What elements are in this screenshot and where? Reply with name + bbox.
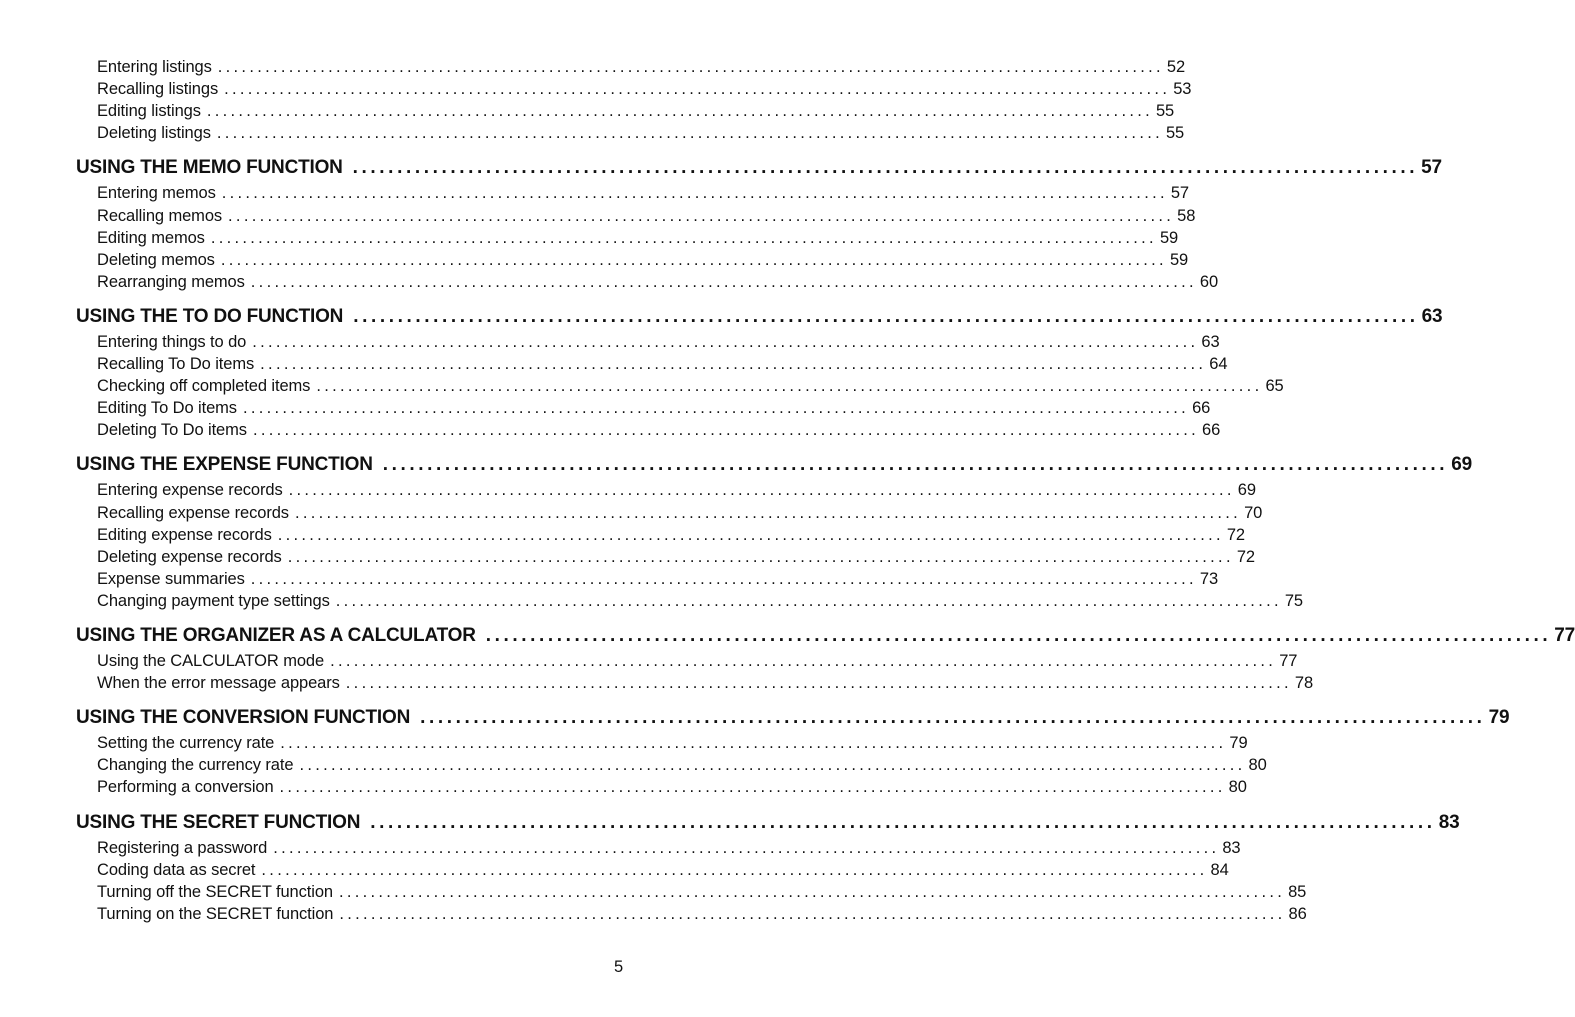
dot-leader: ........................................................................................................................: [339, 904, 1286, 923]
dot-leader: ........................................................................................................................: [352, 157, 1419, 179]
toc-entry: [97, 272, 1219, 292]
dot-leader: ........................................................................................................................: [210, 228, 1157, 247]
page-ref: 72: [1236, 547, 1255, 566]
dot-leader: ........................................................................................................................: [280, 734, 1227, 753]
dot-leader: ........................................................................................................................: [220, 250, 1167, 269]
page-ref: 64: [1209, 355, 1228, 373]
dot-leader: ........................................................................................................................: [370, 811, 1436, 833]
page-ref: 52: [1166, 58, 1186, 76]
dot-leader: ........................................................................................................................: [252, 332, 1199, 351]
dot-leader: ........................................................................................................................: [242, 399, 1190, 418]
toc-entry: [97, 250, 1189, 270]
toc-entry: [97, 860, 1229, 880]
entry-label: Entering things to do: [97, 332, 247, 351]
entry-label: Deleting listings: [97, 124, 211, 143]
entry-label: Using the CALCULATOR mode: [97, 652, 325, 670]
dot-leader: ........................................................................................................................: [250, 569, 1197, 588]
section-title: USING THE ORGANIZER AS A CALCULATOR: [76, 625, 476, 646]
section-title: USING THE MEMO FUNCTION: [76, 157, 343, 179]
dot-leader: ........................................................................................................................: [228, 206, 1175, 225]
page-ref: 57: [1421, 157, 1442, 179]
entry-label: Expense summaries: [97, 569, 245, 588]
section-title: USING THE EXPENSE FUNCTION: [76, 454, 373, 476]
toc-entry: [97, 734, 1248, 753]
page-ref: 69: [1451, 454, 1472, 476]
entry-label: Checking off completed items: [97, 377, 311, 396]
entry-label: Rearranging memos: [97, 272, 245, 291]
page-ref: 63: [1421, 305, 1443, 327]
page-ref: 83: [1438, 811, 1460, 833]
toc-entry: [97, 591, 1303, 611]
dot-leader: ........................................................................................................................: [217, 58, 1164, 76]
entry-label: Recalling memos: [97, 206, 223, 225]
dot-leader: ........................................................................................................................: [287, 547, 1234, 566]
dot-leader: ........................................................................................................................: [485, 625, 1552, 646]
dot-leader: ........................................................................................................................: [277, 525, 1224, 544]
dot-leader: ........................................................................................................................: [288, 481, 1235, 500]
dot-leader: ........................................................................................................................: [206, 102, 1153, 121]
entry-label: Changing payment type settings: [97, 591, 330, 610]
page-ref: 77: [1279, 652, 1298, 670]
dot-leader: ........................................................................................................................: [273, 838, 1220, 857]
page-ref: 80: [1228, 778, 1247, 797]
toc-entry: [97, 481, 1256, 500]
dot-leader: ........................................................................................................................: [221, 184, 1168, 203]
page-ref: 59: [1159, 228, 1179, 247]
page-ref: 58: [1177, 206, 1196, 225]
dot-leader: ........................................................................................................................: [420, 707, 1486, 729]
dot-leader: ........................................................................................................................: [294, 503, 1242, 522]
page-ref: 55: [1165, 124, 1185, 143]
page-ref: 66: [1202, 421, 1221, 440]
page-number: 5: [614, 958, 624, 976]
dot-leader: ........................................................................................................................: [299, 756, 1246, 775]
toc-entry: [97, 421, 1221, 440]
entry-label: Entering expense records: [97, 481, 283, 500]
toc-entry: [97, 332, 1220, 352]
dot-leader: ........................................................................................................................: [224, 80, 1171, 99]
page-ref: 79: [1229, 734, 1248, 753]
toc-entry: [97, 674, 1314, 693]
toc-section-heading: [76, 305, 1443, 328]
dot-leader: ........................................................................................................................: [316, 377, 1263, 396]
dot-leader: ........................................................................................................................: [338, 882, 1286, 901]
entry-label: Recalling expense records: [97, 503, 289, 522]
toc-entry: [97, 228, 1179, 248]
page-ref: 69: [1237, 481, 1256, 500]
entry-label: Turning on the SECRET function: [97, 904, 334, 923]
page-ref: 85: [1288, 882, 1307, 901]
toc-entry: [97, 547, 1255, 567]
page-ref: 78: [1294, 674, 1314, 693]
page-ref: 70: [1244, 503, 1263, 522]
toc-entry: [97, 652, 1298, 671]
page-ref: 86: [1288, 904, 1307, 923]
page-ref: 57: [1170, 184, 1189, 203]
entry-label: When the error message appears: [97, 674, 340, 693]
page-ref: 75: [1284, 591, 1303, 610]
dot-leader: ........................................................................................................................: [261, 860, 1208, 879]
dot-leader: ........................................................................................................................: [252, 421, 1200, 440]
toc-entry: [97, 399, 1211, 418]
toc-entry: [97, 778, 1247, 797]
dot-leader: ........................................................................................................................: [279, 778, 1226, 797]
page-ref: 59: [1169, 250, 1189, 269]
toc-entry: [97, 58, 1186, 77]
entry-label: Performing a conversion: [97, 778, 274, 797]
section-title: USING THE CONVERSION FUNCTION: [76, 707, 411, 729]
toc-section-heading: [76, 454, 1472, 476]
toc-section-heading: [76, 625, 1575, 647]
toc-entry: [97, 569, 1219, 589]
toc-entry: [97, 377, 1284, 396]
dot-leader: ........................................................................................................................: [335, 591, 1282, 610]
toc-section-heading: [76, 811, 1460, 834]
page-ref: 66: [1192, 399, 1211, 418]
page-ref: 84: [1210, 860, 1229, 879]
toc-entry: [97, 355, 1228, 374]
page-ref: 79: [1488, 707, 1510, 729]
toc-entry: [97, 124, 1185, 143]
page-ref: 83: [1222, 838, 1241, 857]
entry-label: Turning off the SECRET function: [97, 882, 333, 901]
toc-entry: [97, 206, 1196, 226]
page-ref: 55: [1155, 102, 1175, 121]
dot-leader: ........................................................................................................................: [353, 305, 1419, 327]
entry-label: Deleting memos: [97, 250, 215, 269]
toc-entry: [97, 904, 1307, 924]
dot-leader: ........................................................................................................................: [330, 652, 1277, 670]
dot-leader: ........................................................................................................................: [250, 272, 1197, 291]
entry-label: Deleting expense records: [97, 547, 282, 566]
entry-label: Entering memos: [97, 184, 216, 203]
toc-section-heading: [76, 707, 1510, 729]
toc-entry: [97, 882, 1307, 902]
entry-label: Registering a password: [97, 838, 268, 857]
dot-leader: ........................................................................................................................: [382, 454, 1449, 476]
dot-leader: ........................................................................................................................: [345, 674, 1292, 693]
entry-label: Setting the currency rate: [97, 734, 275, 753]
page-ref: 65: [1265, 377, 1284, 396]
toc-entry: [97, 838, 1241, 858]
entry-label: Entering listings: [97, 58, 212, 76]
page-ref: 77: [1554, 625, 1575, 646]
toc-entry: [97, 756, 1267, 775]
dot-leader: ........................................................................................................................: [216, 124, 1163, 143]
section-title: USING THE SECRET FUNCTION: [76, 811, 361, 833]
dot-leader: ........................................................................................................................: [260, 355, 1207, 373]
entry-label: Recalling To Do items: [97, 355, 255, 373]
toc-entry: [97, 525, 1245, 545]
toc-entry: [97, 80, 1192, 99]
entry-label: Changing the currency rate: [97, 756, 294, 775]
entry-label: Deleting To Do items: [97, 421, 247, 440]
page-ref: 72: [1226, 525, 1245, 544]
section-title: USING THE TO DO FUNCTION: [76, 305, 344, 327]
entry-label: Editing To Do items: [97, 399, 237, 418]
toc-entry: [97, 184, 1189, 203]
entry-label: Editing expense records: [97, 525, 272, 544]
entry-label: Coding data as secret: [97, 860, 256, 879]
page-ref: 60: [1199, 272, 1219, 291]
toc-entry: [97, 102, 1175, 121]
page-ref: 80: [1248, 756, 1267, 775]
entry-label: Editing listings: [97, 102, 201, 121]
page-ref: 63: [1201, 332, 1220, 351]
page-ref: 53: [1173, 80, 1192, 99]
page-ref: 73: [1199, 569, 1219, 588]
toc-section-heading: [76, 157, 1442, 179]
entry-label: Recalling listings: [97, 80, 219, 99]
toc-entry: [97, 503, 1263, 523]
entry-label: Editing memos: [97, 228, 205, 247]
